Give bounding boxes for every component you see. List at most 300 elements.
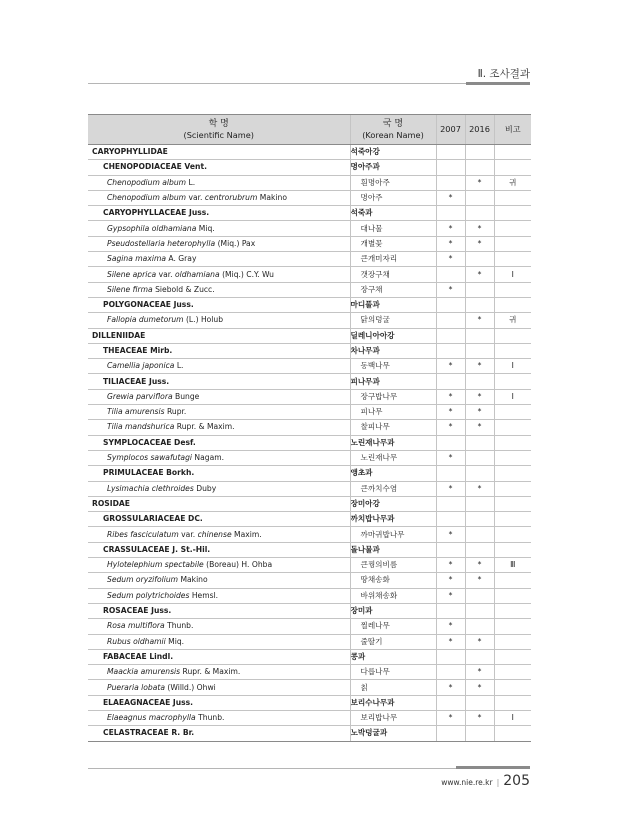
taxon-name: Chenopodium album [107, 177, 187, 187]
scientific-name-cell: CHENOPODIACEAE Vent. [88, 160, 350, 175]
note-cell [494, 466, 531, 481]
record-2016-cell: * [465, 558, 494, 573]
scientific-name-cell [88, 665, 350, 680]
record-2016-cell: * [465, 267, 494, 282]
taxon-name: centrorubrum [204, 193, 258, 203]
family-row [88, 374, 531, 389]
record-2016-cell [465, 145, 494, 160]
species-row [88, 665, 531, 680]
record-2016-cell: * [465, 634, 494, 649]
taxon-name: Rosa multiflora [107, 621, 165, 631]
record-2016-cell: * [465, 665, 494, 680]
table-header-row [88, 115, 531, 145]
scientific-name-cell [88, 710, 350, 725]
species-row [88, 450, 531, 465]
family-row [88, 160, 531, 175]
taxon-name: Sedum oryzifolium [107, 575, 179, 585]
taxon-name: Fallopia dumetorum [107, 315, 184, 325]
scientific-name-cell: ROSACEAE Juss. [88, 603, 350, 618]
family-row [88, 726, 531, 741]
taxon-authority: (Willd.) Ohwi [165, 682, 216, 692]
note-cell [494, 512, 531, 527]
korean-name-cell: 대나물 [350, 221, 436, 236]
scientific-name-cell: CELASTRACEAE R. Br. [88, 726, 350, 741]
scientific-name-cell [88, 221, 350, 236]
species-row [88, 573, 531, 588]
note-cell [494, 634, 531, 649]
record-2016-cell: * [465, 481, 494, 496]
korean-name-cell: 장구채 [350, 282, 436, 297]
scientific-name-cell [88, 236, 350, 251]
record-2007-cell [436, 512, 465, 527]
record-2016-cell [465, 206, 494, 221]
taxon-name: Tilia amurensis [107, 407, 165, 417]
family-row [88, 206, 531, 221]
species-row [88, 588, 531, 603]
taxon-authority: Thunb. [164, 621, 194, 631]
species-row [88, 313, 531, 328]
header-rule-accent [466, 82, 530, 85]
note-cell: 귀 [494, 313, 531, 328]
record-2016-cell [465, 603, 494, 618]
record-2007-cell: * [436, 420, 465, 435]
col-scientific-name: 학 명 (Scientific Name) [88, 115, 350, 145]
note-cell [494, 450, 531, 465]
record-2016-cell [465, 190, 494, 205]
record-2016-cell: * [465, 221, 494, 236]
species-row [88, 267, 531, 282]
taxon-name: chinense [197, 529, 232, 539]
korean-name-cell: 줄딸기 [350, 634, 436, 649]
col-2007: 2007 [436, 115, 465, 145]
note-cell [494, 297, 531, 312]
record-2007-cell [436, 206, 465, 221]
record-2016-cell: * [465, 175, 494, 190]
korean-name-cell: 보리수나무과 [350, 695, 436, 710]
record-2016-cell [465, 496, 494, 511]
taxon-authority: (L.) Holub [183, 315, 224, 325]
note-cell [494, 435, 531, 450]
taxon-authority: Siebold & Zucc. [152, 284, 215, 294]
species-row [88, 680, 531, 695]
record-2007-cell [436, 726, 465, 741]
korean-name-cell: 다릅나무 [350, 665, 436, 680]
korean-name-cell: 차나무과 [350, 343, 436, 358]
species-row [88, 236, 531, 251]
korean-name-cell: 흰명아주 [350, 175, 436, 190]
col-korean-name: 국 명 (Korean Name) [350, 115, 436, 145]
record-2016-cell [465, 297, 494, 312]
scientific-name-cell [88, 450, 350, 465]
record-2007-cell [436, 695, 465, 710]
taxon-authority: Miq. [196, 223, 215, 233]
record-2016-cell: * [465, 313, 494, 328]
scientific-name-cell [88, 359, 350, 374]
record-2007-cell [436, 603, 465, 618]
species-row [88, 619, 531, 634]
taxon-name: Grewia parviflora [107, 391, 173, 401]
record-2007-cell [436, 665, 465, 680]
scientific-name-cell: THEACEAE Mirb. [88, 343, 350, 358]
taxon-name: oldhamiana [174, 269, 220, 279]
record-2007-cell: * [436, 527, 465, 542]
record-2007-cell [436, 496, 465, 511]
scientific-name-cell: DILLENIIDAE [88, 328, 350, 343]
species-row [88, 405, 531, 420]
taxon-authority: Miq. [165, 636, 185, 646]
species-row [88, 558, 531, 573]
family-row [88, 297, 531, 312]
taxon-authority: (Miq.) C.Y. Wu [219, 269, 274, 279]
taxon-authority: var. [178, 529, 198, 539]
family-row [88, 466, 531, 481]
record-2007-cell [436, 175, 465, 190]
taxon-authority: Rupr. & Maxim. [180, 667, 241, 677]
taxon-name: Rubus oldhamii [107, 636, 166, 646]
note-cell: Ⅰ [494, 359, 531, 374]
species-row [88, 634, 531, 649]
korean-name-cell: 딜레니아아강 [350, 328, 436, 343]
family-row [88, 542, 531, 557]
scientific-name-cell [88, 619, 350, 634]
record-2016-cell [465, 328, 494, 343]
col-note: 비고 [494, 115, 531, 145]
scientific-name-cell [88, 405, 350, 420]
taxon-name: Maackia amurensis [107, 667, 181, 677]
scientific-name-cell [88, 573, 350, 588]
scientific-name-cell [88, 282, 350, 297]
taxon-name: Silene firma [107, 284, 153, 294]
record-2016-cell [465, 160, 494, 175]
note-cell [494, 405, 531, 420]
note-cell [494, 374, 531, 389]
note-cell [494, 190, 531, 205]
scientific-name-cell [88, 527, 350, 542]
note-cell [494, 420, 531, 435]
species-row [88, 190, 531, 205]
page-number: 205 [503, 773, 530, 789]
record-2007-cell [436, 328, 465, 343]
note-cell [494, 695, 531, 710]
scientific-name-cell: PRIMULACEAE Borkh. [88, 466, 350, 481]
note-cell [494, 481, 531, 496]
scientific-name-cell: TILIACEAE Juss. [88, 374, 350, 389]
scientific-name-cell [88, 481, 350, 496]
note-cell [494, 649, 531, 664]
note-cell [494, 328, 531, 343]
record-2016-cell [465, 695, 494, 710]
record-2016-cell [465, 619, 494, 634]
korean-name-cell: 명아주과 [350, 160, 436, 175]
korean-name-cell: 보리밥나무 [350, 710, 436, 725]
taxon-authority: var. [156, 269, 175, 279]
scientific-name-cell: ROSIDAE [88, 496, 350, 511]
note-cell [494, 542, 531, 557]
subclass-row [88, 328, 531, 343]
record-2016-cell [465, 588, 494, 603]
record-2007-cell [436, 343, 465, 358]
family-row [88, 603, 531, 618]
korean-name-cell: 큰개미자리 [350, 252, 436, 267]
scientific-name-cell [88, 389, 350, 404]
taxon-authority: (Miq.) Pax [215, 238, 256, 248]
record-2016-cell: * [465, 420, 494, 435]
record-2007-cell: * [436, 619, 465, 634]
species-table [88, 114, 531, 742]
note-cell [494, 665, 531, 680]
record-2007-cell: * [436, 481, 465, 496]
scientific-name-cell [88, 680, 350, 695]
record-2016-cell: * [465, 405, 494, 420]
col-2016: 2016 [465, 115, 494, 145]
species-row [88, 389, 531, 404]
korean-name-cell: 동백나무 [350, 359, 436, 374]
record-2007-cell [436, 466, 465, 481]
family-row [88, 512, 531, 527]
taxon-name: Ribes fasciculatum [107, 529, 179, 539]
scientific-name-cell: POLYGONACEAE Juss. [88, 297, 350, 312]
note-cell [494, 145, 531, 160]
record-2016-cell [465, 435, 494, 450]
record-2016-cell [465, 374, 494, 389]
family-row [88, 695, 531, 710]
note-cell [494, 726, 531, 741]
family-row [88, 435, 531, 450]
note-cell [494, 236, 531, 251]
taxon-authority: Duby [193, 483, 217, 493]
header-rule [88, 83, 530, 84]
record-2016-cell [465, 343, 494, 358]
record-2016-cell: * [465, 389, 494, 404]
record-2016-cell [465, 542, 494, 557]
scientific-name-cell: CRASSULACEAE J. St.-Hil. [88, 542, 350, 557]
taxon-authority: L. [186, 177, 196, 187]
taxon-authority: Maxim. [231, 529, 262, 539]
taxon-authority: Rupr. & Maxim. [174, 422, 235, 432]
record-2007-cell: * [436, 389, 465, 404]
record-2007-cell: * [436, 359, 465, 374]
footer-rule-accent [456, 766, 530, 769]
korean-name-cell: 까마귀밥나무 [350, 527, 436, 542]
subclass-row [88, 145, 531, 160]
scientific-name-cell: ELAEAGNACEAE Juss. [88, 695, 350, 710]
korean-name-cell: 바위채송화 [350, 588, 436, 603]
korean-name-cell: 칡 [350, 680, 436, 695]
taxon-authority: Hemsl. [189, 590, 219, 600]
scientific-name-cell: SYMPLOCACEAE Desf. [88, 435, 350, 450]
korean-name-cell: 마디풀과 [350, 297, 436, 312]
record-2007-cell: * [436, 634, 465, 649]
scientific-name-cell [88, 313, 350, 328]
record-2007-cell [436, 649, 465, 664]
taxon-name: Tilia mandshurica [107, 422, 175, 432]
record-2016-cell: * [465, 573, 494, 588]
page-footer [441, 773, 530, 789]
record-2007-cell [436, 297, 465, 312]
footer-separator: | [496, 778, 500, 787]
note-cell: Ⅰ [494, 267, 531, 282]
record-2007-cell: * [436, 588, 465, 603]
running-header: Ⅱ. 조사결과 [477, 68, 530, 80]
note-cell [494, 588, 531, 603]
species-row [88, 221, 531, 236]
korean-name-cell: 노박덩굴과 [350, 726, 436, 741]
subclass-row [88, 496, 531, 511]
species-row [88, 710, 531, 725]
scientific-name-cell [88, 588, 350, 603]
korean-name-cell: 개별꽃 [350, 236, 436, 251]
korean-name-cell: 석죽과 [350, 206, 436, 221]
taxon-name: Lysimachia clethroides [107, 483, 194, 493]
record-2007-cell: * [436, 710, 465, 725]
record-2007-cell [436, 542, 465, 557]
taxon-name: Gypsophila oldhamiana [107, 223, 197, 233]
record-2007-cell [436, 145, 465, 160]
taxon-authority: A. Gray [166, 254, 197, 264]
record-2016-cell [465, 252, 494, 267]
family-row [88, 649, 531, 664]
scientific-name-cell: FABACEAE Lindl. [88, 649, 350, 664]
taxon-authority: Thunb. [195, 713, 225, 723]
scientific-name-cell [88, 190, 350, 205]
taxon-authority: Rupr. [164, 407, 187, 417]
record-2007-cell: * [436, 450, 465, 465]
korean-name-cell: 갯장구채 [350, 267, 436, 282]
note-cell [494, 680, 531, 695]
taxon-name: Symplocos sawafutagi [107, 453, 192, 463]
scientific-name-cell [88, 252, 350, 267]
record-2016-cell [465, 466, 494, 481]
korean-name-cell: 피나무과 [350, 374, 436, 389]
record-2007-cell: * [436, 190, 465, 205]
note-cell [494, 496, 531, 511]
korean-name-cell: 장미과 [350, 603, 436, 618]
taxon-authority: Bunge [172, 391, 200, 401]
record-2007-cell: * [436, 282, 465, 297]
record-2007-cell [436, 374, 465, 389]
note-cell [494, 573, 531, 588]
note-cell [494, 603, 531, 618]
record-2007-cell [436, 160, 465, 175]
record-2016-cell [465, 512, 494, 527]
taxon-name: Chenopodium album [107, 193, 187, 203]
taxon-name: Pueraria lobata [107, 682, 165, 692]
note-cell [494, 619, 531, 634]
korean-name-cell: 찔레나무 [350, 619, 436, 634]
taxon-authority: Makino [257, 193, 287, 203]
record-2016-cell: * [465, 680, 494, 695]
korean-name-cell: 찰피나무 [350, 420, 436, 435]
taxon-name: Sagina maxima [107, 254, 166, 264]
taxon-name: Camellia japonica [107, 361, 175, 371]
record-2016-cell: * [465, 359, 494, 374]
note-cell [494, 282, 531, 297]
korean-name-cell: 앵초과 [350, 466, 436, 481]
taxon-authority: var. [186, 193, 205, 203]
korean-name-cell: 땅채송화 [350, 573, 436, 588]
taxon-authority: (Boreau) H. Ohba [203, 560, 273, 570]
record-2016-cell [465, 649, 494, 664]
record-2016-cell: * [465, 710, 494, 725]
korean-name-cell: 돌나물과 [350, 542, 436, 557]
record-2016-cell [465, 527, 494, 542]
note-cell: Ⅲ [494, 558, 531, 573]
table-body [88, 145, 531, 742]
species-row [88, 175, 531, 190]
footer-url: www.nie.re.kr [441, 778, 493, 787]
note-cell [494, 343, 531, 358]
record-2016-cell [465, 282, 494, 297]
taxon-name: Silene aprica [107, 269, 157, 279]
scientific-name-cell [88, 634, 350, 649]
record-2016-cell: * [465, 236, 494, 251]
scientific-name-cell [88, 267, 350, 282]
korean-name-cell: 장구밥나무 [350, 389, 436, 404]
record-2007-cell: * [436, 680, 465, 695]
record-2007-cell: * [436, 558, 465, 573]
taxon-authority: L. [174, 361, 184, 371]
taxon-name: Elaeagnus macrophylla [107, 713, 196, 723]
korean-name-cell: 큰까치수염 [350, 481, 436, 496]
species-row [88, 481, 531, 496]
species-row [88, 420, 531, 435]
record-2007-cell [436, 267, 465, 282]
note-cell [494, 527, 531, 542]
scientific-name-cell [88, 175, 350, 190]
korean-name-cell: 콩과 [350, 649, 436, 664]
note-cell: 귀 [494, 175, 531, 190]
record-2016-cell [465, 726, 494, 741]
taxon-name: Sedum polytrichoides [107, 590, 190, 600]
korean-name-cell: 까치밥나무과 [350, 512, 436, 527]
record-2007-cell: * [436, 236, 465, 251]
scientific-name-cell: GROSSULARIACEAE DC. [88, 512, 350, 527]
korean-name-cell: 명아주 [350, 190, 436, 205]
record-2016-cell [465, 450, 494, 465]
korean-name-cell: 노린재나무 [350, 450, 436, 465]
korean-name-cell: 노린재나무과 [350, 435, 436, 450]
note-cell: Ⅰ [494, 389, 531, 404]
taxon-name: Hylotelephium spectabile [107, 560, 204, 570]
korean-name-cell: 피나무 [350, 405, 436, 420]
record-2007-cell: * [436, 405, 465, 420]
species-row [88, 282, 531, 297]
taxon-name: Pseudostellaria heterophylla [107, 238, 216, 248]
record-2007-cell: * [436, 221, 465, 236]
record-2007-cell: * [436, 252, 465, 267]
family-row [88, 343, 531, 358]
note-cell: Ⅰ [494, 710, 531, 725]
species-row [88, 527, 531, 542]
korean-name-cell: 큰꿩의비름 [350, 558, 436, 573]
taxon-authority: Makino [178, 575, 208, 585]
korean-name-cell: 장미아강 [350, 496, 436, 511]
korean-name-cell: 석죽아강 [350, 145, 436, 160]
scientific-name-cell [88, 558, 350, 573]
note-cell [494, 206, 531, 221]
record-2007-cell [436, 313, 465, 328]
taxon-authority: Nagam. [192, 453, 225, 463]
korean-name-cell: 닭의덩굴 [350, 313, 436, 328]
scientific-name-cell: CARYOPHYLLIDAE [88, 145, 350, 160]
record-2007-cell [436, 435, 465, 450]
species-row [88, 252, 531, 267]
note-cell [494, 252, 531, 267]
species-row [88, 359, 531, 374]
note-cell [494, 160, 531, 175]
note-cell [494, 221, 531, 236]
scientific-name-cell: CARYOPHYLLACEAE Juss. [88, 206, 350, 221]
